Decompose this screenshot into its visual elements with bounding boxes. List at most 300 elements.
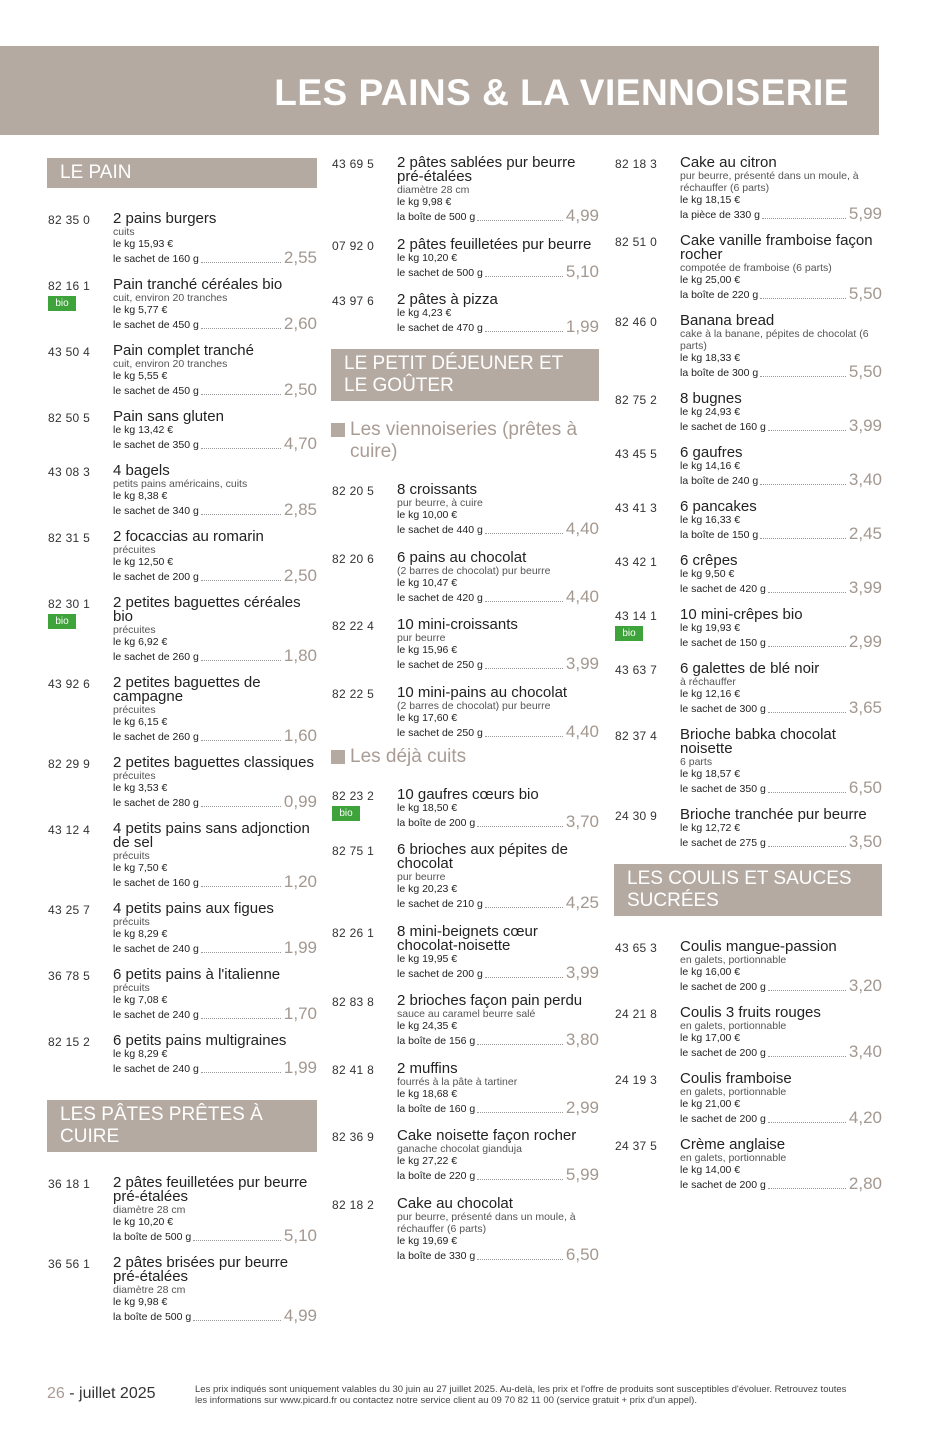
product-code: 07 92 0 [332,238,375,253]
quantity-price-row [680,834,882,850]
price-per-kg: le kg 4,23 € [397,307,452,319]
product-price: 3,70 [565,811,599,831]
section [614,156,882,850]
package-size: le sachet de 420 g [397,591,483,604]
price-per-kg: le kg 19,69 € [397,1234,458,1247]
product-code: 82 37 4 [615,729,658,743]
product-description: pur beurre, à cuire [397,497,483,509]
package-size: le sachet de 160 g [113,877,199,889]
product-item [47,968,317,1022]
package-size: la boîte de 330 g [397,1249,476,1262]
quantity-price-row [113,568,317,584]
product-item [47,1256,317,1324]
product-description: cuit, environ 20 tranches [113,358,228,370]
price-per-kg: le kg 17,00 € [680,1032,741,1044]
product-item [331,922,599,982]
product-price: 3,99 [848,416,882,435]
price-per-kg: le kg 19,95 € [397,952,458,965]
product-price: 2,85 [283,500,317,519]
product-item [47,344,317,398]
product-price: 5,99 [565,1165,599,1184]
package-size: la boîte de 500 g [113,1311,192,1323]
product-code: 82 22 5 [332,686,375,701]
page-footer [47,1385,156,1403]
product-code: 43 08 3 [48,465,91,479]
dotted-leader [485,276,563,277]
price-per-kg: le kg 24,35 € [397,1020,458,1032]
quantity-price-row [397,721,599,741]
product-code: 43 97 6 [332,294,375,308]
quantity-price-row [680,472,882,488]
product-item [331,618,599,672]
package-size: le sachet de 275 g [680,837,766,849]
dotted-leader [485,736,563,737]
product-item [47,212,317,266]
product-price: 4,70 [283,434,317,453]
product-item [614,940,882,994]
package-size: le sachet de 450 g [113,319,199,331]
product-item [331,994,599,1048]
product-name: Pain tranché céréales bio [113,276,283,293]
product-price: 2,55 [283,248,317,267]
product-description: en galets, portionnable [680,1152,787,1164]
price-per-kg: le kg 9,98 € [397,196,452,208]
product-name: 10 mini-crêpes bio [680,606,803,623]
dotted-leader [193,1240,281,1241]
quantity-price-row [397,1032,599,1048]
product-item [614,1072,882,1126]
product-item [614,446,882,488]
price-per-kg: le kg 10,20 € [113,1216,174,1228]
package-size: la boîte de 200 g [397,816,476,829]
price-per-kg: le kg 15,93 € [113,238,174,250]
section-header: LES PÂTES PRÊTES À CUIRE [47,1100,317,1152]
package-size: la boîte de 220 g [397,1170,476,1182]
product-code: 82 36 9 [332,1130,375,1144]
product-name: 4 petits pains sans adjonction de sel [113,820,310,851]
product-price: 6,50 [848,778,882,797]
price-per-kg: le kg 15,96 € [397,644,458,656]
product-price: 2,60 [283,314,317,333]
price-per-kg: le kg 8,38 € [113,490,168,502]
product-description: à réchauffer [680,676,736,688]
price-per-kg: le kg 10,00 € [397,509,458,521]
quantity-price-row [113,648,317,664]
quantity-price-row [113,502,317,518]
dotted-leader [768,430,846,431]
product-price: 1,80 [283,646,317,665]
price-per-kg: le kg 12,16 € [680,688,741,700]
dotted-leader [768,846,846,847]
product-price: 3,99 [565,962,599,982]
quantity-price-row [113,1308,317,1324]
product-price: 4,40 [565,721,599,741]
product-item [47,596,317,664]
dotted-leader [477,1112,563,1113]
quantity-price-row [680,364,882,380]
quantity-price-row [680,700,882,716]
product-code: 43 14 1 [615,609,658,623]
package-size: le sachet de 240 g [113,943,199,955]
price-per-kg: le kg 5,55 € [113,370,168,382]
product-code: 82 35 0 [48,213,91,227]
dotted-leader [477,826,563,827]
package-size: le sachet de 200 g [113,571,199,583]
dotted-leader [201,1018,281,1019]
package-size: la boîte de 500 g [397,211,476,223]
product-name: 2 muffins [397,1059,458,1077]
bio-leaf-icon: bio [48,296,76,311]
subsection-title [331,746,599,768]
subsection-label: Les viennoiseries (prêtes à cuire) [350,419,578,462]
dotted-leader [760,376,846,377]
product-description: petits pains américains, cuits [113,478,248,490]
product-price: 3,99 [848,578,882,597]
dotted-leader [201,448,281,449]
package-size: le sachet de 160 g [680,421,766,433]
product-code: 43 92 6 [48,677,91,691]
column-2 [331,156,599,1263]
dotted-leader [201,328,281,329]
product-name: 2 brioches façon pain perdu [397,992,583,1009]
quantity-price-row [397,586,599,606]
package-size: le sachet de 240 g [113,1063,199,1075]
product-name: Pain complet tranché [113,342,254,359]
dotted-leader [201,740,281,741]
package-size: le sachet de 280 g [113,797,199,809]
subsection-title [331,419,599,463]
product-name: 10 gaufres cœurs bio [397,785,539,803]
dotted-leader [201,660,281,661]
product-name: Cake au citron [680,154,777,171]
price-per-kg: le kg 18,68 € [397,1087,458,1100]
product-description: (2 barres de chocolat) pur beurre [397,699,551,712]
product-description: sauce au caramel beurre salé [397,1008,536,1020]
package-size: le sachet de 240 g [113,1009,199,1021]
dotted-leader [768,990,846,991]
quantity-price-row [397,656,599,672]
product-description: pur beurre [397,632,446,644]
product-name: Pain sans gluten [113,408,224,425]
section-header: LES COULIS ET SAUCES SUCRÉES [614,864,882,916]
quantity-price-row [397,1244,599,1264]
price-per-kg: le kg 18,33 € [680,352,741,364]
package-size: le sachet de 200 g [680,981,766,993]
product-item [331,483,599,537]
price-per-kg: le kg 14,16 € [680,460,741,472]
product-price: 0,99 [283,792,317,811]
dotted-leader [477,1179,563,1180]
quantity-price-row [397,319,599,335]
bio-leaf-icon: bio [615,626,643,641]
product-name: 10 mini-croissants [397,616,518,633]
product-item [614,728,882,796]
product-code: 82 83 8 [332,995,375,1009]
quantity-price-row [397,962,599,982]
product-item [47,676,317,744]
dotted-leader [768,1188,846,1189]
product-item [331,548,599,606]
product-name: 2 petites baguettes céréales bio [113,594,301,625]
product-name: 6 brioches aux pépites de chocolat [397,841,568,872]
quantity-price-row [680,978,882,994]
product-item [614,1138,882,1192]
product-description: (2 barres de chocolat) pur beurre [397,564,551,577]
product-description: précuites [113,624,156,636]
price-per-kg: le kg 25,00 € [680,274,741,286]
package-size: le sachet de 420 g [680,583,766,595]
package-size: le sachet de 200 g [680,1047,766,1059]
product-price: 2,50 [283,380,317,399]
product-code: 82 46 0 [615,315,658,329]
quantity-price-row [397,208,599,224]
product-item [614,554,882,596]
quantity-price-row [113,874,317,890]
product-name: Coulis 3 fruits rouges [680,1004,821,1021]
product-code: 43 63 7 [615,663,658,677]
product-code: 43 25 7 [48,903,91,917]
column-1 [47,156,317,1324]
product-code: 24 19 3 [615,1073,658,1087]
package-size: le sachet de 260 g [113,651,199,663]
package-size: la boîte de 156 g [397,1035,476,1047]
package-size: la boîte de 240 g [680,475,759,487]
dotted-leader [760,538,846,539]
quantity-price-row [397,261,599,281]
product-item [331,1059,599,1117]
price-per-kg: le kg 9,50 € [680,568,735,580]
dotted-leader [768,592,846,593]
dotted-leader [201,514,281,515]
product-code: 82 51 0 [615,235,658,249]
legal-note: Les prix indiqués sont uniquement valables du 30 juin au 27 juillet 2025. Au-delà, les prix et l'offre de produits sont susceptibles d'évoluer. Retrouvez toutes les informations sur www.picard.fr ou contactez notre service client au 09 70 82 11 00 (service gratuit + prix d'un appel). [195,1384,847,1406]
square-bullet-icon [331,750,345,764]
price-per-kg: le kg 12,50 € [113,556,174,568]
product-code: 82 18 2 [332,1197,375,1212]
product-price: 4,99 [565,206,599,225]
product-code: 82 31 5 [48,531,91,545]
product-code: 82 75 2 [615,393,658,407]
dotted-leader [485,331,563,332]
product-price: 4,20 [848,1108,882,1127]
quantity-price-row [397,1167,599,1183]
product-code: 82 50 5 [48,411,91,425]
product-name: Cake noisette façon rocher [397,1127,577,1144]
product-code: 82 16 1 [48,279,91,293]
price-per-kg: le kg 5,77 € [113,304,168,316]
product-item [331,1129,599,1183]
dotted-leader [201,886,281,887]
product-description: en galets, portionnable [680,1086,787,1098]
product-code: 43 12 4 [48,823,91,837]
product-price: 4,40 [565,586,599,606]
issue-date: - juillet 2025 [64,1385,156,1402]
product-name: 2 petites baguettes de campagne [113,674,261,705]
product-name: 4 bagels [113,462,170,479]
quantity-price-row [113,728,317,744]
dotted-leader [201,1072,281,1073]
price-per-kg: le kg 21,00 € [680,1098,741,1110]
product-description: compotée de framboise (6 parts) [680,262,832,274]
product-name: 2 pâtes brisées pur beurre pré-étalées [113,1254,289,1285]
quantity-price-row [680,418,882,434]
product-name: 2 petites baguettes classiques [113,754,314,771]
product-description: diamètre 28 cm [397,184,470,196]
product-code: 24 37 5 [615,1139,658,1153]
package-size: le sachet de 200 g [680,1179,766,1191]
product-price: 1,20 [283,872,317,891]
product-item [614,608,882,650]
product-name: 2 pâtes feuilletées pur beurre pré-étalées [113,1174,308,1205]
section [47,1100,317,1324]
product-code: 82 18 3 [615,157,658,171]
product-price: 5,10 [565,261,599,281]
section [331,156,599,335]
product-item [47,464,317,518]
product-code: 82 20 5 [332,484,375,498]
quantity-price-row [113,1228,317,1244]
price-per-kg: le kg 18,50 € [397,801,458,814]
product-name: 2 pâtes sablées pur beurre pré-étalées [397,154,576,185]
quantity-price-row [113,316,317,332]
product-item [331,843,599,911]
product-description: pur beurre [397,871,446,883]
product-item [614,234,882,302]
product-name: Coulis mangue-passion [680,938,837,955]
package-size: la pièce de 330 g [680,209,760,221]
package-size: la boîte de 300 g [680,367,759,379]
page-number: 26 [47,1385,65,1402]
quantity-price-row [680,286,882,302]
quantity-price-row [680,580,882,596]
section [47,158,317,1076]
product-price: 2,80 [848,1174,882,1193]
package-size: le sachet de 440 g [397,524,483,536]
dotted-leader [768,646,846,647]
package-size: le sachet de 450 g [113,385,199,397]
quantity-price-row [680,634,882,650]
product-price: 2,45 [848,524,882,543]
package-size: le sachet de 250 g [397,726,483,739]
product-name: 6 crêpes [680,552,738,569]
product-item [614,662,882,716]
product-description: précuits [113,982,150,994]
product-name: Coulis framboise [680,1070,792,1087]
price-per-kg: le kg 13,42 € [113,424,174,436]
quantity-price-row [113,1060,317,1076]
product-description: précuites [113,704,156,716]
product-price: 5,50 [848,284,882,303]
product-code: 82 75 1 [332,844,375,858]
product-name: 2 pains burgers [113,210,217,227]
package-size: le sachet de 350 g [680,783,766,795]
quantity-price-row [680,780,882,796]
product-price: 4,25 [565,893,599,912]
product-price: 1,99 [283,1058,317,1077]
product-price: 4,40 [565,519,599,538]
quantity-price-row [680,1176,882,1192]
product-description: précuites [113,544,156,556]
product-code: 43 45 5 [615,447,658,461]
product-name: 2 pâtes feuilletées pur beurre [397,235,592,253]
bio-leaf-icon: bio [332,806,360,821]
product-name: Brioche babka chocolat noisette [680,726,836,757]
product-item [614,808,882,850]
package-size: le sachet de 340 g [113,505,199,517]
product-name: Banana bread [680,312,775,329]
bio-leaf-icon: bio [48,614,76,629]
product-name: Cake vanille framboise façon rocher [680,232,873,263]
product-item [614,500,882,542]
page-title: LES PAINS & LA VIENNOISERIE [274,72,849,113]
product-item [331,683,599,741]
product-code: 43 42 1 [615,555,658,569]
product-price: 3,40 [848,470,882,489]
product-price: 5,10 [283,1226,317,1245]
product-price: 3,80 [565,1030,599,1049]
dotted-leader [201,580,281,581]
product-code: 36 18 1 [48,1177,91,1191]
product-description: en galets, portionnable [680,954,787,966]
price-per-kg: le kg 17,60 € [397,711,458,724]
section [331,419,599,740]
package-size: le sachet de 500 g [397,266,483,279]
product-price: 3,40 [848,1042,882,1061]
product-price: 5,50 [848,362,882,381]
product-name: 8 bugnes [680,390,742,407]
product-code: 82 30 1 [48,597,91,611]
product-description: cuits [113,226,135,238]
product-description: pur beurre, présenté dans un moule, à réchauffer (6 parts) [680,170,859,194]
product-code: 82 20 6 [332,551,375,566]
quantity-price-row [113,250,317,266]
dotted-leader [768,792,846,793]
dotted-leader [485,907,563,908]
package-size: le sachet de 260 g [113,731,199,743]
product-description: cake à la banane, pépites de chocolat (6 parts) [680,328,869,352]
product-name: 6 pancakes [680,498,757,515]
package-size: le sachet de 200 g [680,1113,766,1125]
price-per-kg: le kg 16,33 € [680,514,741,526]
product-code: 82 26 1 [332,925,375,940]
product-item [331,1194,599,1264]
product-name: 6 petits pains multigraines [113,1032,287,1049]
product-name: 6 galettes de blé noir [680,660,820,677]
dotted-leader [201,806,281,807]
section [331,746,599,1263]
product-code: 82 41 8 [332,1062,375,1077]
product-item [47,822,317,890]
dotted-leader [768,1056,846,1057]
product-name: 8 croissants [397,481,478,498]
product-description: en galets, portionnable [680,1020,787,1032]
product-description: diamètre 28 cm [113,1284,186,1296]
dotted-leader [760,484,846,485]
package-size: le sachet de 200 g [397,967,483,980]
product-name: 8 mini-beignets cœur chocolat-noisette [397,922,538,954]
product-name: 6 gaufres [680,444,743,461]
package-size: la boîte de 150 g [680,529,759,541]
package-size: le sachet de 470 g [397,322,483,334]
dotted-leader [762,218,846,219]
quantity-price-row [397,811,599,831]
product-code: 82 23 2 [332,788,375,803]
product-item [614,392,882,434]
quantity-price-row [113,940,317,956]
package-size: la boîte de 220 g [680,289,759,301]
dotted-leader [768,712,846,713]
product-price: 1,99 [565,317,599,336]
